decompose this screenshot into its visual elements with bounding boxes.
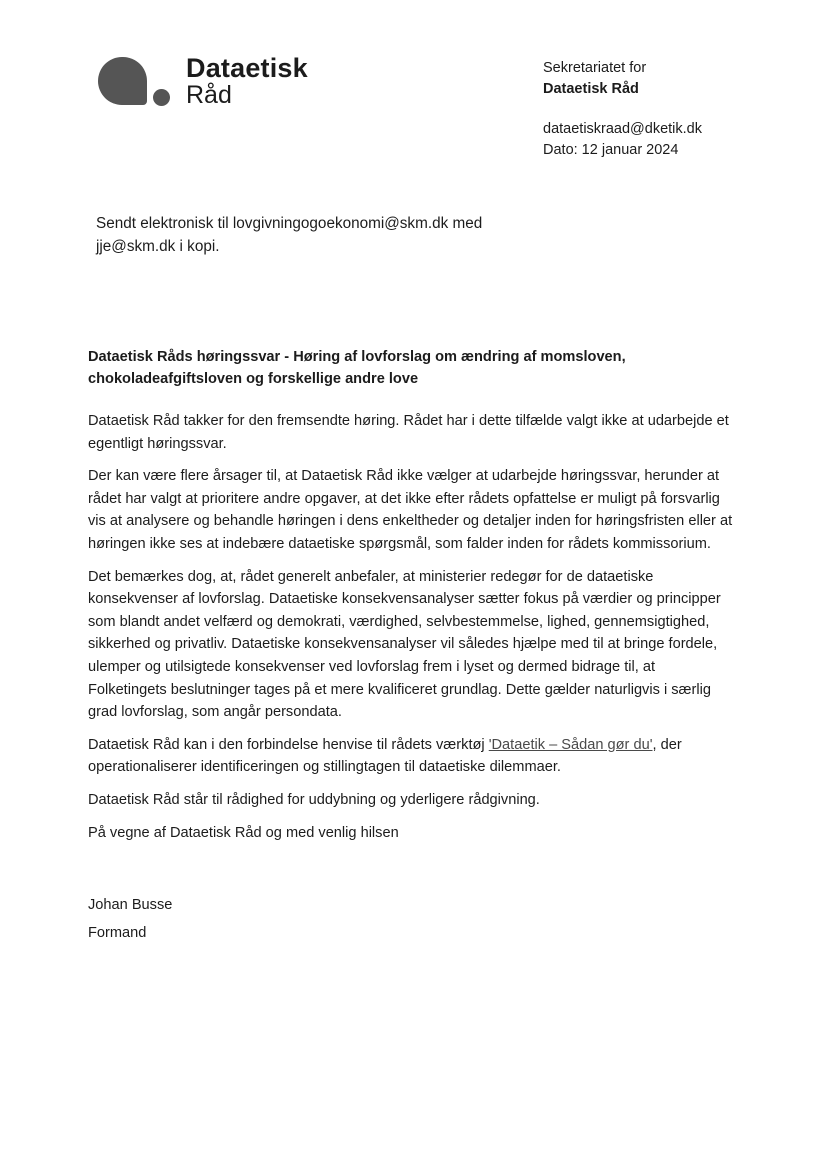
recipient-line2: jje@skm.dk i kopi. (96, 238, 220, 255)
body-paragraph-4-text-after: , der operationaliserer identificeringen og stillingtagen til dataetiske dilemmaer. (88, 736, 682, 776)
body-paragraph-1: Dataetisk Råd takker for den fremsendte høring. Rådet har i dette tilfælde valgt ikke at udarbejde et egentligt høringssvar. (88, 413, 729, 452)
sender-block (543, 58, 646, 100)
body-paragraph-3: Det bemærkes dog, at, rådet generelt anbefaler, at ministerier redegør for de dataetiske konsekvenser af lovforslag. Dataetiske konsekvensanalyser sætter fokus på værdier og principper som blandt andet velfærd og demokrati, værdighed, selvbestemmelse, lighed, gennemsigtighed, sikkerhed og privatliv. Dataetiske konsekvensanalyser vil således hjælpe med til at bringe fordele, ulemper og utilsigtede konsekvenser ved lovforslag frem i lyset og dermed bidrage til, at Folketingets beslutninger tages på et mere kvalificeret grundlag. Dette gælder naturligvis i særlig grad lovforslag, som angår persondata. (88, 568, 721, 721)
body-paragraph-4-text-before: Dataetisk Råd kan i den forbindelse henvise til rådets værktøj (88, 736, 489, 753)
body-paragraph-4 (88, 734, 736, 779)
signature-title: Formand (88, 925, 147, 941)
logo-mark-shape (98, 57, 147, 105)
subject-line2: chokoladeafgiftsloven og forskellige andre love (88, 371, 419, 387)
signature-block (88, 891, 172, 947)
recipient-block (96, 212, 546, 258)
signature-name: Johan Busse (88, 897, 173, 913)
subject-line1: Dataetisk Råds høringssvar - Høring af lovforslag om ændring af momsloven, (88, 349, 626, 365)
body-paragraph-6: På vegne af Dataetisk Råd og med venlig hilsen (88, 824, 399, 841)
body-paragraph-2: Der kan være flere årsager til, at Dataetisk Råd ikke vælger at udarbejde høringssvar, herunder at rådet har valgt at prioritere andre opgaver, at det ikke efter rådets opfattelse er muligt på forsvarlig vis at analysere og behandle høringen i dens enkeltheder og detaljer inden for høringsfristen eller at høringen ikke ses at indebære dataetiske spørgsmål, som falder inden for rådets kommissorium. (88, 468, 733, 552)
logo-text-line1: Dataetisk (186, 53, 308, 83)
logo-text-line2: Råd (186, 81, 232, 109)
letter-body (88, 410, 736, 854)
sender-line1: Sekretariatet for (543, 60, 647, 76)
recipient-line1: Sendt elektronisk til lovgivningogoekonomi@skm.dk med (96, 215, 483, 232)
dataetisk-raad-logo (98, 55, 338, 111)
sender-org: Dataetisk Råd (543, 81, 639, 97)
contact-block (543, 119, 702, 161)
body-paragraph-5: Dataetisk Råd står til rådighed for uddybning og yderligere rådgivning. (88, 791, 540, 808)
letter-date: Dato: 12 januar 2024 (543, 142, 679, 158)
letter-subject (88, 346, 728, 390)
dataetik-tool-link[interactable]: 'Dataetik – Sådan gør du' (488, 736, 653, 753)
sender-email: dataetiskraad@dketik.dk (543, 121, 702, 137)
logo-mark-dot (153, 89, 170, 106)
